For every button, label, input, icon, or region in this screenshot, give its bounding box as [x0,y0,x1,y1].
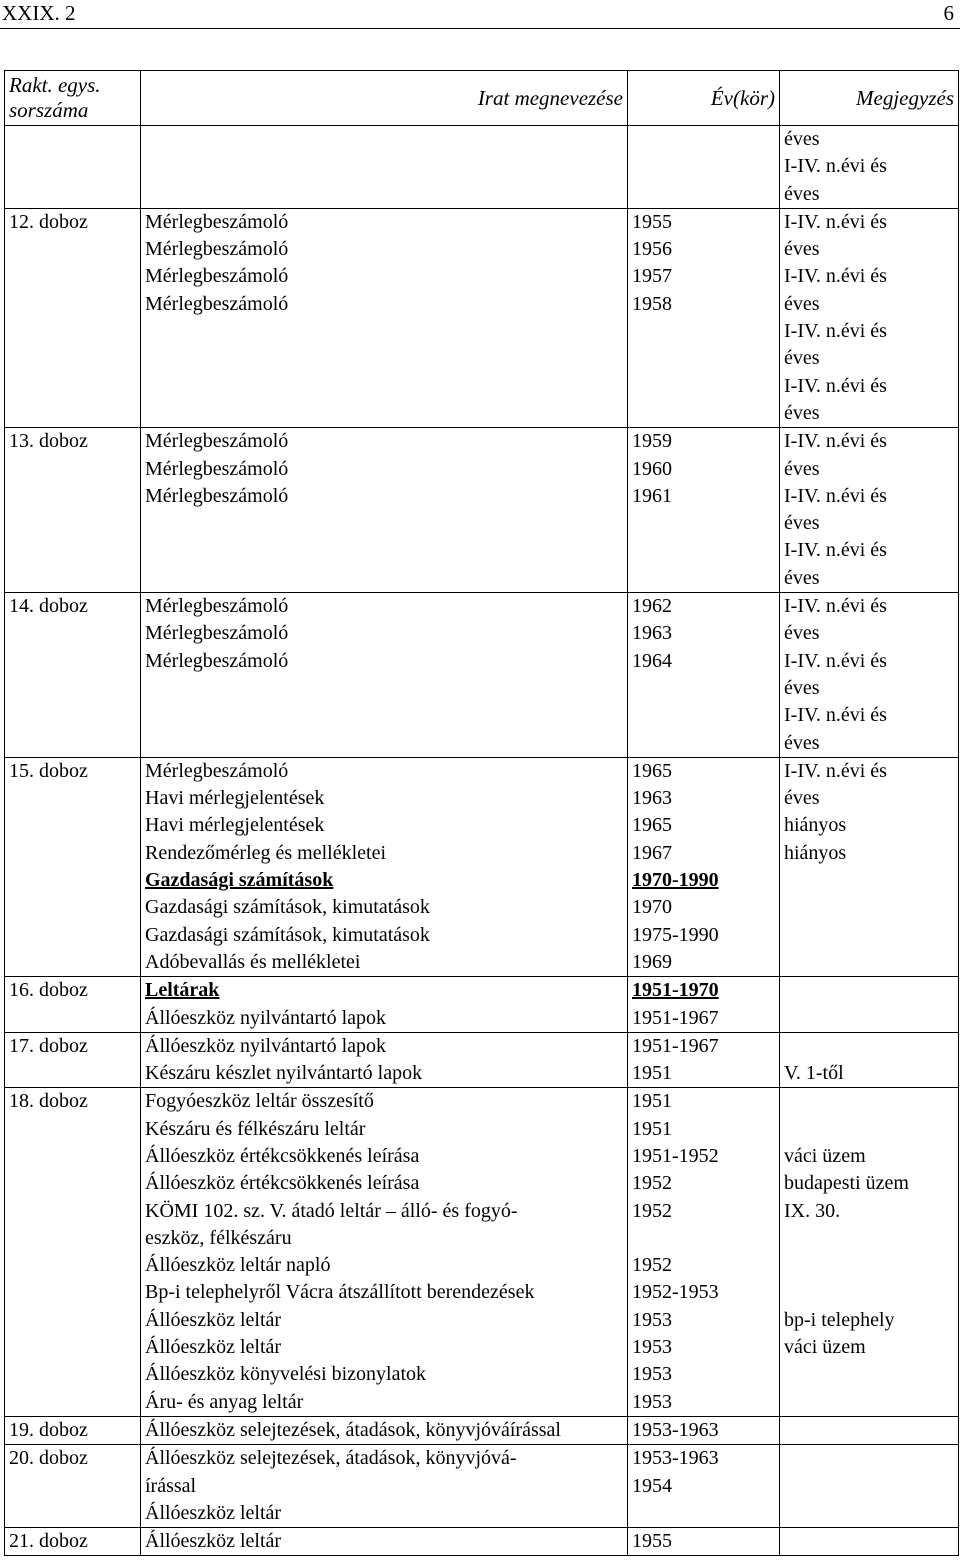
year-range-line: 1970 [632,896,672,919]
document-title-line: Mérlegbeszámoló [145,759,289,782]
remark-line: bp-i telephely [784,1308,895,1331]
year-range [628,126,780,209]
remark-line: éves [784,238,820,261]
year-range-line: 1955 [632,210,672,233]
year-range-line: 1962 [632,595,672,618]
year-range-line: 1957 [632,265,672,288]
table-row [5,126,959,209]
document-title-line: Állóeszköz selejtezések, átadások, könyvjóvá- [145,1447,517,1470]
year-range-line: 1969 [632,950,672,973]
box-number: 13. doboz [5,428,141,593]
document-title-line: Állóeszköz könyvelési bizonylatok [145,1363,427,1386]
year-range-line: 1965 [632,814,672,837]
remark-line: éves [784,622,820,645]
document-title-line: Mérlegbeszámoló [145,210,289,233]
document-title-line: Adóbevallás és mellékletei [145,950,361,973]
year-range [628,757,780,976]
header-remark: Megjegyzés [780,71,959,126]
document-title-line: Mérlegbeszámoló [145,595,289,618]
document-title-line: Állóeszköz nyilvántartó lapok [145,1034,387,1057]
remark [780,428,959,593]
document-title-line: Állóeszköz értékcsökkenés leírása [145,1172,420,1195]
year-range [628,428,780,593]
remark-line: I-IV. n.évi és [784,704,887,727]
year-range-line: 1953-1963 [632,1418,719,1441]
box-number: 17. doboz [5,1032,141,1088]
box-number: 21. doboz [5,1528,141,1556]
document-title-line: Gazdasági számítások [145,869,334,892]
document-title-line: Mérlegbeszámoló [145,457,289,480]
remark-line: éves [784,676,820,699]
year-range [628,593,780,758]
document-title-line: Állóeszköz leltár [145,1530,282,1553]
document-title-line: Leltárak [145,979,220,1002]
inventory-table [4,70,959,1556]
year-range-line: 1951-1970 [632,979,719,1002]
document-title-line: Állóeszköz leltár [145,1501,282,1524]
document-title-line: Mérlegbeszámoló [145,622,289,645]
document-title-line: Havi mérlegjelentések [145,787,325,810]
table-body [5,126,959,1556]
year-range-line: 1952 [632,1199,672,1222]
remark-line: I-IV. n.évi és [784,484,887,507]
year-range-line: 1963 [632,787,672,810]
box-number: 18. doboz [5,1088,141,1417]
remark [780,1416,959,1444]
year-range-line: 1951 [632,1090,672,1113]
remark-line: váci üzem [784,1144,866,1167]
document-title-line: eszköz, félkészáru [145,1226,292,1249]
year-range-line: 1967 [632,841,672,864]
document-title-line: KÖMI 102. sz. V. átadó leltár – álló- és fogyó- [145,1199,518,1222]
remark-line [784,1225,954,1252]
document-title-line: Fogyóeszköz leltár összesítő [145,1090,374,1113]
table-row [5,1445,959,1528]
table-row [5,428,959,593]
document-title-line: Mérlegbeszámoló [145,484,289,507]
remark-line: éves [784,566,820,589]
remark-line: I-IV. n.évi és [784,649,887,672]
remark-line: hiányos [784,814,847,837]
remark [780,593,959,758]
year-range-line: 1951-1967 [632,1034,719,1057]
remark [780,208,959,427]
remark-line: I-IV. n.évi és [784,595,887,618]
document-title-line: Állóeszköz nyilvántartó lapok [145,1006,387,1029]
header-rule [0,28,960,29]
remark-line: I-IV. n.évi és [784,539,887,562]
remark-line: I-IV. n.évi és [784,320,887,343]
remark [780,126,959,209]
year-range [628,1445,780,1528]
year-range-line: 1951-1952 [632,1144,719,1167]
remark-line: hiányos [784,841,847,864]
table-row [5,977,959,1033]
year-range-line: 1953 [632,1336,672,1359]
box-number: 15. doboz [5,757,141,976]
remark-line: IX. 30. [784,1199,841,1222]
document-title [141,1032,628,1088]
document-title-line: Mérlegbeszámoló [145,238,289,261]
remark-line [784,1279,954,1306]
remark-line: I-IV. n.évi és [784,759,887,782]
table-header-row [5,71,959,126]
remark-line: éves [784,292,820,315]
document-title-line: Gazdasági számítások, kimutatások [145,923,430,946]
table-row [5,1088,959,1417]
box-number: 20. doboz [5,1445,141,1528]
document-title [141,1416,628,1444]
table-row [5,593,959,758]
document-title [141,1528,628,1556]
remark-line: I-IV. n.évi és [784,155,887,178]
document-title [141,126,628,209]
year-range-line: 1956 [632,238,672,261]
document-title [141,428,628,593]
year-range-line: 1975-1990 [632,923,719,946]
remark-line: váci üzem [784,1336,866,1359]
document-title-line: Rendezőmérleg és mellékletei [145,841,387,864]
box-number: 16. doboz [5,977,141,1033]
year-range-line: 1959 [632,430,672,453]
remark-line: I-IV. n.évi és [784,430,887,453]
year-range-line: 1953 [632,1390,672,1413]
box-number: 12. doboz [5,208,141,427]
year-range-line: 1953 [632,1363,672,1386]
remark-line: éves [784,347,820,370]
document-title-line: Állóeszköz értékcsökkenés leírása [145,1144,420,1167]
year-range-line: 1953 [632,1308,672,1331]
document-title-line: Bp-i telephelyről Vácra átszállított berendezések [145,1281,535,1304]
header-document-name: Irat megnevezése [141,71,628,126]
document-title-line: Állóeszköz leltár napló [145,1254,331,1277]
year-range [628,1416,780,1444]
year-range [628,977,780,1033]
remark-line [784,1033,954,1060]
document-title-line: Mérlegbeszámoló [145,292,289,315]
remark-line: I-IV. n.évi és [784,210,887,233]
document-title [141,1445,628,1528]
year-range-line: 1952 [632,1172,672,1195]
remark [780,1528,959,1556]
year-range-line: 1958 [632,292,672,315]
document-title-line: Állóeszköz selejtezések, átadások, könyvjóváírással [145,1418,561,1441]
header-unit-number: Rakt. egys. sorszáma [5,71,141,126]
document-title [141,1088,628,1417]
header-year: Év(kör) [628,71,780,126]
remark [780,977,959,1033]
table-row [5,1528,959,1556]
year-range-line: 1951-1967 [632,1006,719,1029]
remark-line: I-IV. n.évi és [784,374,887,397]
document-title-line: Készáru készlet nyilvántartó lapok [145,1062,423,1085]
year-range-line: 1954 [632,1474,672,1497]
document-title-line: Mérlegbeszámoló [145,649,289,672]
table-row [5,208,959,427]
remark-line: éves [784,182,820,205]
remark-line: éves [784,787,820,810]
year-range [628,1528,780,1556]
document-title-line: Havi mérlegjelentések [145,814,325,837]
document-title-line: Állóeszköz leltár [145,1336,282,1359]
year-range-line: 1970-1990 [632,869,719,892]
remark-line: V. 1-től [784,1062,844,1085]
year-range [628,208,780,427]
year-range-line: 1952-1953 [632,1281,719,1304]
document-title-line: Mérlegbeszámoló [145,430,289,453]
remark [780,1032,959,1088]
document-title [141,593,628,758]
document-title-line: Áru- és anyag leltár [145,1390,304,1413]
box-number: 14. doboz [5,593,141,758]
year-range-line: 1951 [632,1062,672,1085]
remark-line: éves [784,731,820,754]
year-range [628,1088,780,1417]
remark-line [784,1252,954,1279]
year-range-line [632,1225,775,1252]
remark-line: éves [784,128,820,150]
remark-line [784,1116,954,1143]
remark [780,1445,959,1528]
document-title-line: Állóeszköz leltár [145,1308,282,1331]
table-row [5,1416,959,1444]
page-section-label: XXIX. 2 [2,1,76,25]
remark-line: éves [784,457,820,480]
document-title-line: Mérlegbeszámoló [145,265,289,288]
year-range-line: 1965 [632,759,672,782]
year-range-line: 1963 [632,622,672,645]
remark-line: éves [784,401,820,424]
box-number: 19. doboz [5,1416,141,1444]
year-range [628,1032,780,1088]
document-title-line: Készáru és félkészáru leltár [145,1117,366,1140]
year-range-line: 1964 [632,649,672,672]
document-title [141,208,628,427]
remark-line: éves [784,512,820,535]
remark-line [784,1088,954,1115]
page-header [0,0,960,28]
document-title-line: írással [145,1474,197,1497]
page-number: 6 [943,1,954,25]
box-number [5,126,141,209]
remark [780,757,959,976]
table-row [5,757,959,976]
document-title [141,977,628,1033]
year-range-line: 1953-1963 [632,1447,719,1470]
year-range-line: 1960 [632,457,672,480]
year-range-line: 1955 [632,1530,672,1553]
document-title [141,757,628,976]
table-row [5,1032,959,1088]
remark-line: budapesti üzem [784,1172,909,1195]
remark [780,1088,959,1417]
year-range-line: 1952 [632,1254,672,1277]
year-range-line: 1961 [632,484,672,507]
year-range-line: 1951 [632,1117,672,1140]
document-title-line: Gazdasági számítások, kimutatások [145,896,430,919]
remark-line: I-IV. n.évi és [784,265,887,288]
